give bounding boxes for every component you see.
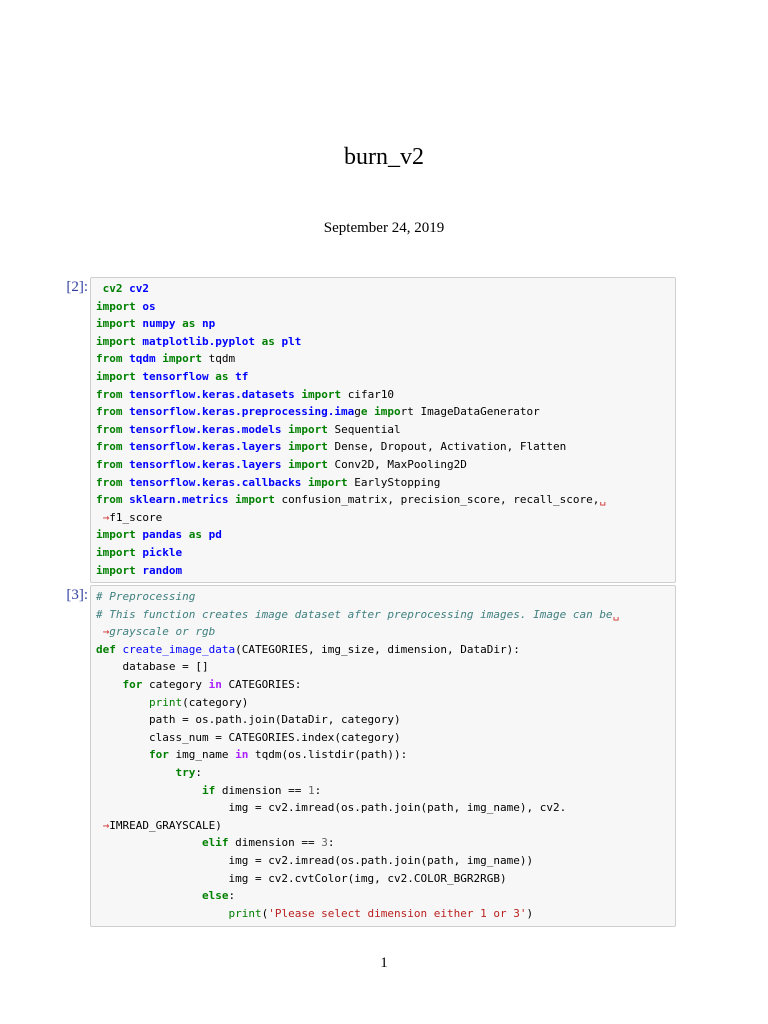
code-line: from tensorflow.keras.datasets import cifar10 [96,387,395,401]
code-line: elif dimension == 3: [201,836,335,850]
code-line: img = cv2.imread(os.path.join(path, img_name), cv2. [228,801,567,815]
code-cell-2[interactable] [90,277,676,583]
code-line: from tensorflow.keras.preprocessing.image import ImageDataGenerator [96,405,540,419]
code-line: from sklearn.metrics import confusion_matrix, precision_score, recall_score,␣ [96,493,606,507]
code-line: print('Please select dimension either 1 or 3') [228,906,534,920]
code-block [96,588,619,922]
code-line: import numpy as np [96,317,216,331]
code-line: import pandas as pd [96,528,222,542]
code-line: →f1_score [96,510,163,524]
code-line: from tqdm import tqdm [96,352,236,366]
code-line: for img_name in tqdm(os.listdir(path)): [148,748,408,762]
code-line: from tensorflow.keras.callbacks import EarlyStopping [96,475,441,489]
code-line: import tensorflow as tf [96,369,249,383]
code-line: try: [175,765,202,779]
code-line: img = cv2.cvtColor(img, cv2.COLOR_BGR2RGB) [228,871,507,885]
code-line: import matplotlib.pyplot as plt [96,334,302,348]
code-line: →IMREAD_GRAYSCALE) [96,818,222,832]
code-line: import random [96,563,183,577]
code-cell-3[interactable] [90,585,676,927]
code-line: for category in CATEGORIES: [122,677,302,691]
code-line: if dimension == 1: [201,783,322,797]
code-line: # Preprocessing [96,590,196,603]
document-date: September 24, 2019 [323,220,445,236]
code-line: from tensorflow.keras.layers import Conv2D, MaxPooling2D [96,457,467,471]
wrap-arrow-icon: → [96,510,110,524]
line-wrap-icon: ␣ [612,607,620,621]
code-line: # This function creates image dataset after preprocessing images. Image can be␣ [96,607,620,621]
wrap-arrow-icon: → [96,818,110,832]
line-wrap-icon: ␣ [599,493,606,507]
code-line: from tensorflow.keras.layers import Dense, Dropout, Activation, Flatten [96,440,567,454]
code-line: cv2 cv2 [96,282,149,295]
code-line: database = [] [122,660,209,674]
page-number: 1 [380,955,388,971]
code-line: def create_image_data(CATEGORIES, img_size, dimension, DataDir): [96,642,520,656]
code-line: import os [96,299,156,313]
document-title: burn_v2 [344,144,424,170]
code-line: img = cv2.imread(os.path.join(path, img_name)) [228,853,534,867]
code-line: path = os.path.join(DataDir, category) [148,713,401,727]
code-line: from tensorflow.keras.models import Sequential [96,422,401,436]
code-line: else: [201,889,236,903]
code-line: →grayscale or rgb [96,625,216,639]
cell-2-prompt: [2]: [66,279,88,295]
code-block [96,280,606,579]
wrap-arrow-icon: → [96,625,110,639]
code-line: class_num = CATEGORIES.index(category) [148,730,401,744]
code-line: import pickle [96,545,183,559]
cell-3-prompt: [3]: [66,587,88,603]
code-line: print(category) [148,695,249,709]
